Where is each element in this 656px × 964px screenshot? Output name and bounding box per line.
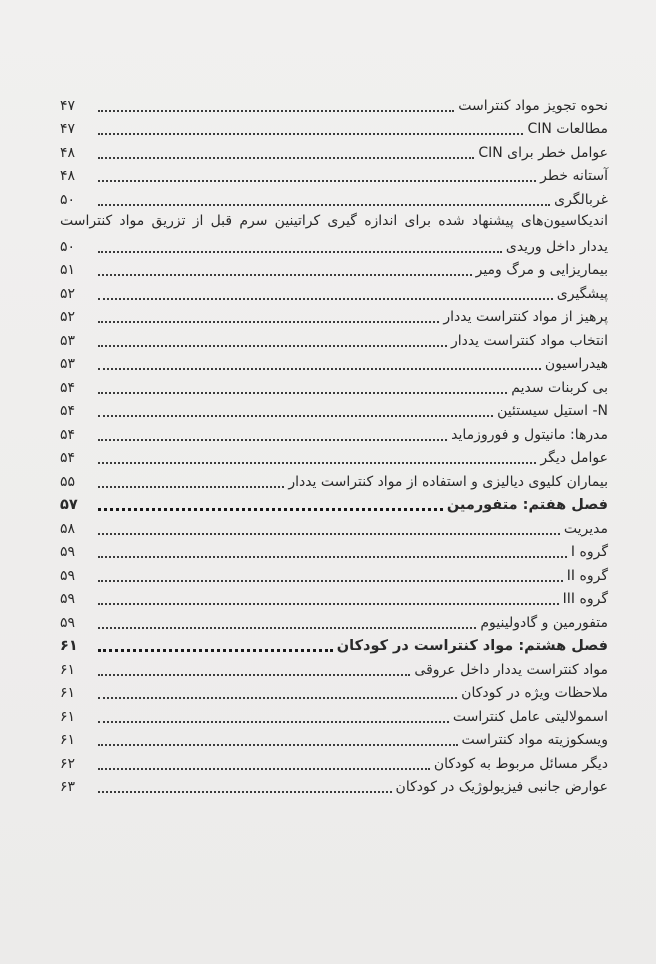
toc-entry-title: ملاحظات ویژه در کودکان — [461, 685, 608, 701]
dot-leader — [98, 674, 410, 676]
toc-entry-title-line2: یددار داخل وریدی — [505, 238, 608, 255]
toc-entry-title: پرهیز از مواد کنتراست یددار — [443, 309, 608, 325]
toc-entry-title: ویسکوزیته مواد کنتراست — [461, 732, 608, 748]
toc-entry-title: عوامل خطر برای CIN — [478, 144, 608, 161]
toc-entry-title: متفورمین و گادولینیوم — [480, 614, 608, 631]
toc-entry-page: ۵۲ — [60, 309, 76, 325]
toc-entry[interactable] — [60, 139, 608, 163]
toc-entry-page: ۶۱ — [60, 732, 76, 748]
dot-leader — [98, 580, 563, 582]
toc-entry[interactable] — [60, 304, 608, 328]
toc-chapter-title: فصل هفتم: متفورمین — [446, 497, 608, 513]
toc-entry[interactable] — [60, 609, 608, 633]
dot-leader — [98, 110, 454, 112]
toc-entry[interactable] — [60, 92, 608, 116]
toc-chapter-page: ۶۱ — [60, 638, 78, 654]
toc-entry[interactable] — [60, 727, 608, 751]
dot-leader — [98, 392, 507, 394]
toc-entry-title: مواد کنتراست یددار داخل عروقی — [414, 661, 608, 678]
toc-entry[interactable] — [60, 163, 608, 187]
toc-entry[interactable] — [60, 539, 608, 563]
toc-entry-page: ۵۸ — [60, 520, 76, 537]
dot-leader — [98, 627, 476, 629]
toc-entry-title: N- استیل سیستئین — [497, 403, 608, 419]
toc-entry[interactable] — [60, 116, 608, 140]
toc-entry-page: ۴۸ — [60, 144, 76, 161]
toc-entry-page: ۵۹ — [60, 567, 76, 584]
toc-chapter-heading[interactable] — [60, 492, 608, 516]
toc-entry-page: ۴۷ — [60, 97, 76, 114]
dot-leader — [98, 791, 392, 793]
dot-leader — [98, 533, 560, 535]
toc-entry[interactable] — [60, 398, 608, 422]
dot-leader — [98, 508, 443, 511]
toc-entry-page: ۵۱ — [60, 262, 76, 278]
toc-entry-title: مطالعات CIN — [527, 121, 608, 137]
toc-entry[interactable] — [60, 586, 608, 610]
dot-leader — [98, 157, 474, 159]
toc-entry-title: بی کربنات سدیم — [511, 379, 608, 396]
dot-leader — [98, 415, 493, 417]
toc-entry-page: ۵۳ — [60, 332, 76, 349]
dot-leader — [98, 439, 447, 441]
toc-entry-page: ۵۴ — [60, 379, 76, 396]
toc-entry-page: ۶۲ — [60, 755, 76, 772]
dot-leader — [98, 204, 550, 206]
toc-entry-title-line1: اندیکاسیون‌های پیشنهاد شده برای اندازه گیری کراتینین سرم قبل از تزریق مواد کنتراست — [60, 212, 608, 229]
toc-entry-page: ۶۱ — [60, 661, 76, 678]
toc-entry-title: عوارض جانبی فیزیولوژیک در کودکان — [395, 779, 608, 795]
toc-entry[interactable] — [60, 515, 608, 539]
toc-entry-title: گروه I — [570, 544, 608, 560]
toc-entry-page: ۵۳ — [60, 356, 76, 372]
toc-entry-page: ۵۴ — [60, 450, 76, 466]
dot-leader — [98, 486, 284, 488]
toc-entry-page: ۵۹ — [60, 544, 76, 560]
dot-leader — [98, 744, 458, 746]
table-of-contents — [60, 92, 608, 797]
toc-chapter-heading[interactable] — [60, 633, 608, 657]
toc-entry[interactable] — [60, 680, 608, 704]
toc-entry-title: مدیریت — [563, 520, 608, 537]
toc-entry-title: آستانه خطر — [540, 168, 608, 184]
toc-entry-multiline[interactable] — [60, 210, 608, 257]
toc-entry-title: مدرها: مانیتول و فوروزماید — [451, 426, 608, 443]
toc-entry[interactable] — [60, 750, 608, 774]
toc-entry[interactable] — [60, 562, 608, 586]
toc-entry-title: نحوه تجویز مواد کنتراست — [458, 97, 608, 114]
toc-entry[interactable] — [60, 374, 608, 398]
toc-entry-page: ۶۱ — [60, 708, 76, 725]
dot-leader — [98, 133, 523, 135]
toc-chapter-page: ۵۷ — [60, 497, 78, 513]
toc-entry-page: ۵۰ — [60, 191, 76, 208]
toc-entry-title: گروه III — [562, 591, 608, 607]
toc-chapter-title: فصل هشتم: مواد کنتراست در کودکان — [336, 638, 608, 654]
toc-entry-title: پیشگیری — [556, 285, 608, 302]
toc-entry-page: ۵۴ — [60, 403, 76, 419]
toc-entry-title: بیماریزایی و مرگ ومیر — [475, 262, 608, 278]
dot-leader — [98, 251, 502, 253]
toc-entry-title: دیگر مسائل مربوط به کودکان — [433, 755, 608, 772]
dot-leader — [98, 368, 541, 370]
toc-entry[interactable] — [60, 445, 608, 469]
dot-leader — [98, 649, 333, 652]
toc-entry-line2 — [60, 233, 608, 257]
dot-leader — [98, 721, 449, 723]
toc-entry-title: غربالگری — [554, 191, 608, 208]
toc-entry-page: ۵۹ — [60, 614, 76, 631]
toc-entry-page: ۶۳ — [60, 779, 76, 795]
toc-entry[interactable] — [60, 327, 608, 351]
toc-entry-title: انتخاب مواد کنتراست یددار — [450, 332, 608, 349]
dot-leader — [98, 321, 439, 323]
toc-entry[interactable] — [60, 656, 608, 680]
dot-leader — [98, 768, 430, 770]
toc-entry[interactable] — [60, 186, 608, 210]
dot-leader — [98, 298, 553, 300]
toc-entry-page: ۵۵ — [60, 473, 76, 490]
toc-entry-title: اسمولالیتی عامل کنتراست — [452, 708, 608, 725]
toc-entry[interactable] — [60, 421, 608, 445]
toc-entry[interactable] — [60, 280, 608, 304]
dot-leader — [98, 556, 567, 558]
toc-entry-title: عوامل دیگر — [540, 450, 608, 466]
toc-entry[interactable] — [60, 774, 608, 798]
toc-entry-page: ۴۷ — [60, 121, 76, 137]
toc-entry[interactable] — [60, 703, 608, 727]
toc-entry-page: ۴۸ — [60, 168, 76, 184]
dot-leader — [98, 603, 559, 605]
toc-entry-title: هیدراسیون — [544, 356, 608, 372]
toc-entry[interactable] — [60, 468, 608, 492]
toc-entry-page: ۶۱ — [60, 685, 76, 701]
toc-entry[interactable] — [60, 257, 608, 281]
toc-entry-page: ۵۹ — [60, 591, 76, 607]
dot-leader — [98, 345, 447, 347]
toc-entry-page: ۵۴ — [60, 426, 76, 443]
toc-entry-page: ۵۰ — [60, 238, 76, 255]
toc-entry-title: بیماران کلیوی دیالیزی و استفاده از مواد کنتراست یددار — [288, 473, 608, 490]
dot-leader — [98, 462, 536, 464]
toc-entry[interactable] — [60, 351, 608, 375]
dot-leader — [98, 697, 457, 699]
dot-leader — [98, 180, 536, 182]
toc-entry-title: گروه II — [566, 567, 608, 584]
dot-leader — [98, 274, 472, 276]
toc-entry-page: ۵۲ — [60, 285, 76, 302]
